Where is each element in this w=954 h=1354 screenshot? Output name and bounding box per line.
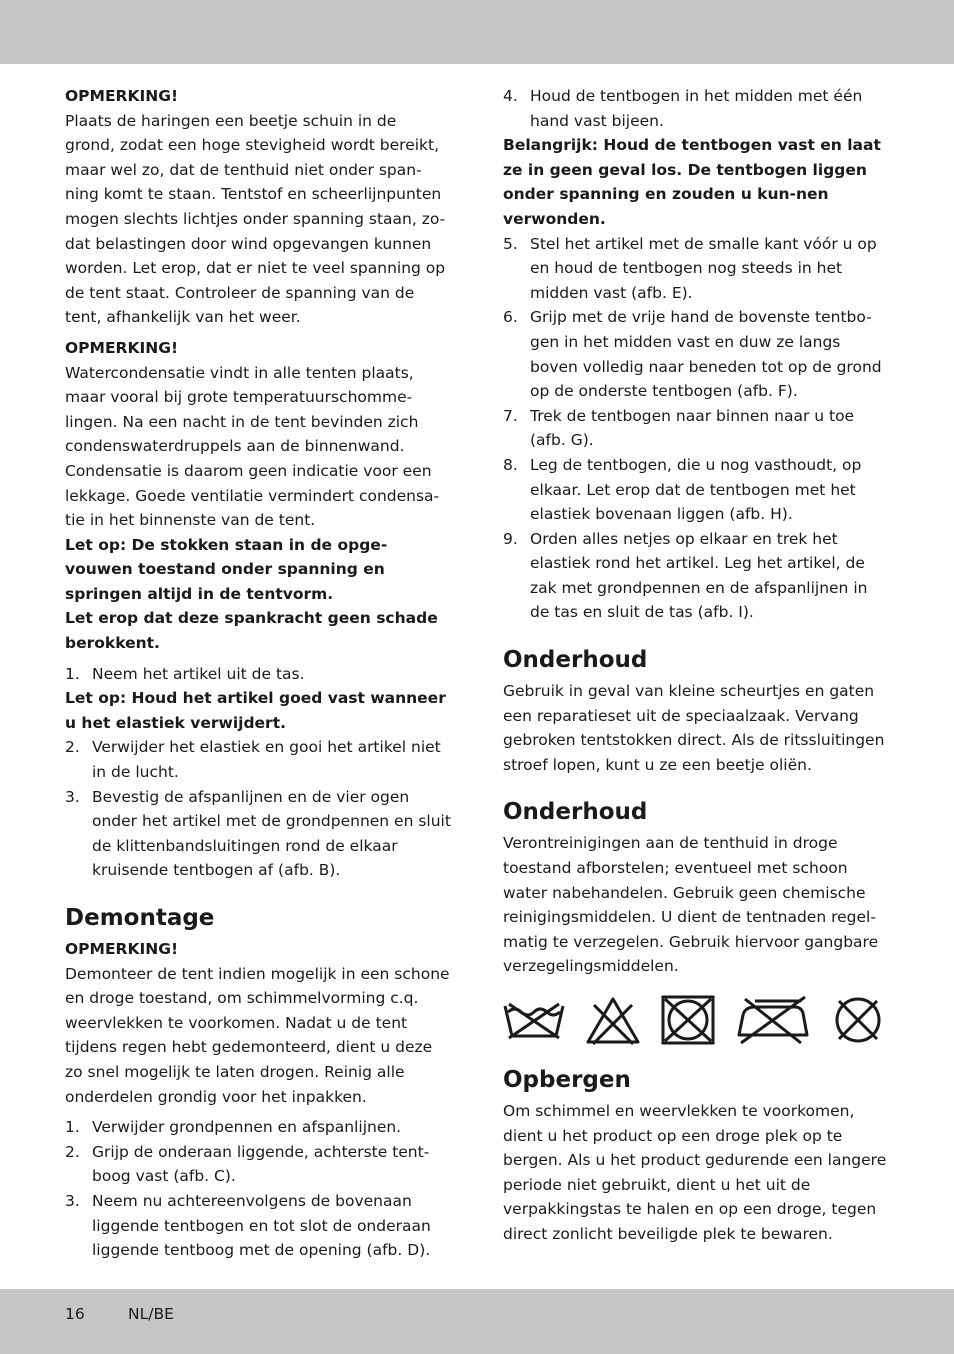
list-item <box>503 305 891 403</box>
language-code: NL/BE <box>128 1305 174 1323</box>
demontage-steps <box>65 1115 451 1263</box>
section-title-onderhoud: Onderhoud <box>503 647 648 674</box>
warning-text: Let op: Houd het artikel goed vast wanneer u het elastiek verwijdert. <box>65 689 446 732</box>
step-text: Stel het artikel met de smalle kant vóór u op en houd de tentbogen nog steeds in het midden vast (afb. E). <box>530 234 877 302</box>
list-item <box>65 735 451 784</box>
note-heading: OPMERKING! <box>65 338 179 357</box>
step-number: 3. <box>65 1191 80 1210</box>
section-text: Verontreinigingen aan de tenthuid in droge toestand afborstelen; eventueel met schoon water nabehandelen. Gebruik geen chemische reinigingsmiddelen. U dient de tentnaden regel-matig te verzegelen. Gebruik hiervoor gangbare verzegelingsmiddelen. <box>503 834 879 976</box>
step-text: Neem nu achtereenvolgens de bovenaan liggende tentbogen en tot slot de onderaan liggende tentboog met de opening (afb. D). <box>92 1191 431 1260</box>
list-item <box>65 1189 451 1263</box>
section-title-demontage: Demontage <box>65 905 215 931</box>
step-number: 6. <box>503 308 518 327</box>
step-text: Grijp met de vrije hand de bovenste tentbo-gen in het midden vast en duw ze langs boven volledig naar beneden tot op de grond op de onderste tentbogen (afb. F). <box>530 308 882 401</box>
step-number: 1. <box>65 664 80 683</box>
header-band <box>0 0 954 64</box>
list-item <box>503 527 891 625</box>
footer-band <box>0 1289 954 1354</box>
step-text: Neem het artikel uit de tas. <box>92 664 305 683</box>
care-symbols <box>503 993 891 1047</box>
left-column <box>65 84 451 1263</box>
note-text: Plaats de haringen een beetje schuin in de grond, zodat een hoge stevigheid wordt bereikt, maar wel zo, dat de tenthuid niet onder span-ning komt te staan. Tentstof en scheerlijnpunten mogen slechts lichtjes onder spanning staan, zo-dat belastingen door wind opgevangen kunnen worden. Let erop, dat er niet te veel spanning op de tent staat. Controleer de spanning van de tent, afhankelijk van het weer. <box>65 111 446 327</box>
note-heading: OPMERKING! <box>65 940 179 958</box>
step-number: 7. <box>503 406 518 425</box>
note-text: Demonteer de tent indien mogelijk in een schone en droge toestand, om schimmelvorming c.q. weervlekken te voorkomen. Nadat u de tent tijdens regen hebt gedemonteerd, dient u deze zo snel mogelijk te laten drogen. Reinig alle onderdelen grondig voor het inpakken. <box>65 964 450 1106</box>
do-not-bleach-icon <box>585 995 641 1045</box>
assembly-steps <box>65 735 451 883</box>
step-text: Bevestig de afspanlijnen en de vier ogen onder het artikel met de grondpennen en sluit de klittenbandsluitingen rond de elkaar kruisende tentbogen af (afb. B). <box>92 787 451 880</box>
do-not-wash-icon <box>503 1000 565 1040</box>
section-text: Gebruik in geval van kleine scheurtjes en gaten een reparatieset uit de speciaalzaak. Vervang gebroken tentstokken direct. Als de ritssluitingen stroef lopen, kunt u ze een beetje oliën. <box>503 682 885 774</box>
step-number: 2. <box>65 738 80 757</box>
list-item <box>503 84 891 133</box>
list-item <box>65 662 451 687</box>
list-item <box>65 785 451 883</box>
section-title-onderhoud: Onderhoud <box>503 799 648 826</box>
do-not-tumble-dry-icon <box>661 995 715 1045</box>
demontage-steps <box>503 84 891 133</box>
step-number: 4. <box>503 87 518 105</box>
page-number: 16 <box>65 1305 85 1323</box>
step-text: Grijp de onderaan liggende, achterste tent-boog vast (afb. C). <box>92 1142 430 1186</box>
step-text: Verwijder grondpennen en afspanlijnen. <box>92 1118 402 1137</box>
step-number: 3. <box>65 787 80 806</box>
list-item <box>65 1115 451 1140</box>
step-text: Trek de tentbogen naar binnen naar u toe (afb. G). <box>530 406 855 450</box>
important-text: Belangrijk: Houd de tentbogen vast en laat ze in geen geval los. De tentbogen liggen onder spanning en zouden u kun-nen verwonden. <box>503 136 881 228</box>
note-heading: OPMERKING! <box>65 87 179 105</box>
section-text: Om schimmel en weervlekken te voorkomen, dient u het product op een droge plek op te bergen. Als u het product gedurende een langere periode niet gebruikt, dient u het uit de verpakkingstas te halen en op een droge, tegen direct zonlicht beveiligde plek te bewaren. <box>503 1102 887 1243</box>
step-number: 1. <box>65 1118 80 1137</box>
step-text: Houd de tentbogen in het midden met één hand vast bijeen. <box>530 87 863 130</box>
step-text: Leg de tentbogen, die u nog vasthoudt, op elkaar. Let erop dat de tentbogen met het elastiek bovenaan liggen (afb. H). <box>530 455 862 524</box>
step-number: 9. <box>503 529 518 548</box>
do-not-iron-icon <box>735 995 811 1045</box>
note-text: Watercondensatie vindt in alle tenten plaats, maar vooral bij grote temperatuurschomme-lingen. Na een nacht in de tent bevinden zich condenswaterdruppels aan de binnenwand. Condensatie is daarom geen indicatie voor een lekkage. Goede ventilatie vermindert condensa-tie in het binnenste van de tent. <box>65 363 440 530</box>
step-text: Orden alles netjes op elkaar en trek het elastiek rond het artikel. Leg het artikel, de zak met grondpennen en de afspanlijnen in de tas en sluit de tas (afb. I). <box>530 529 868 622</box>
step-number: 2. <box>65 1142 80 1161</box>
step-number: 8. <box>503 455 518 474</box>
step-text: Verwijder het elastiek en gooi het artikel niet in de lucht. <box>92 738 441 782</box>
right-column <box>503 84 891 1247</box>
warning-text: Let op: De stokken staan in de opge-vouwen toestand onder spanning en springen altijd in de tentvorm. <box>65 535 388 603</box>
list-item <box>65 1140 451 1189</box>
do-not-dry-clean-icon <box>831 995 885 1045</box>
demontage-steps <box>503 232 891 626</box>
list-item <box>503 453 891 527</box>
list-item <box>503 232 891 306</box>
list-item <box>503 404 891 453</box>
section-title-opbergen: Opbergen <box>503 1067 631 1093</box>
step-number: 5. <box>503 234 518 253</box>
warning-text: Let erop dat deze spankracht geen schade berokkent. <box>65 609 438 653</box>
assembly-steps <box>65 662 451 687</box>
